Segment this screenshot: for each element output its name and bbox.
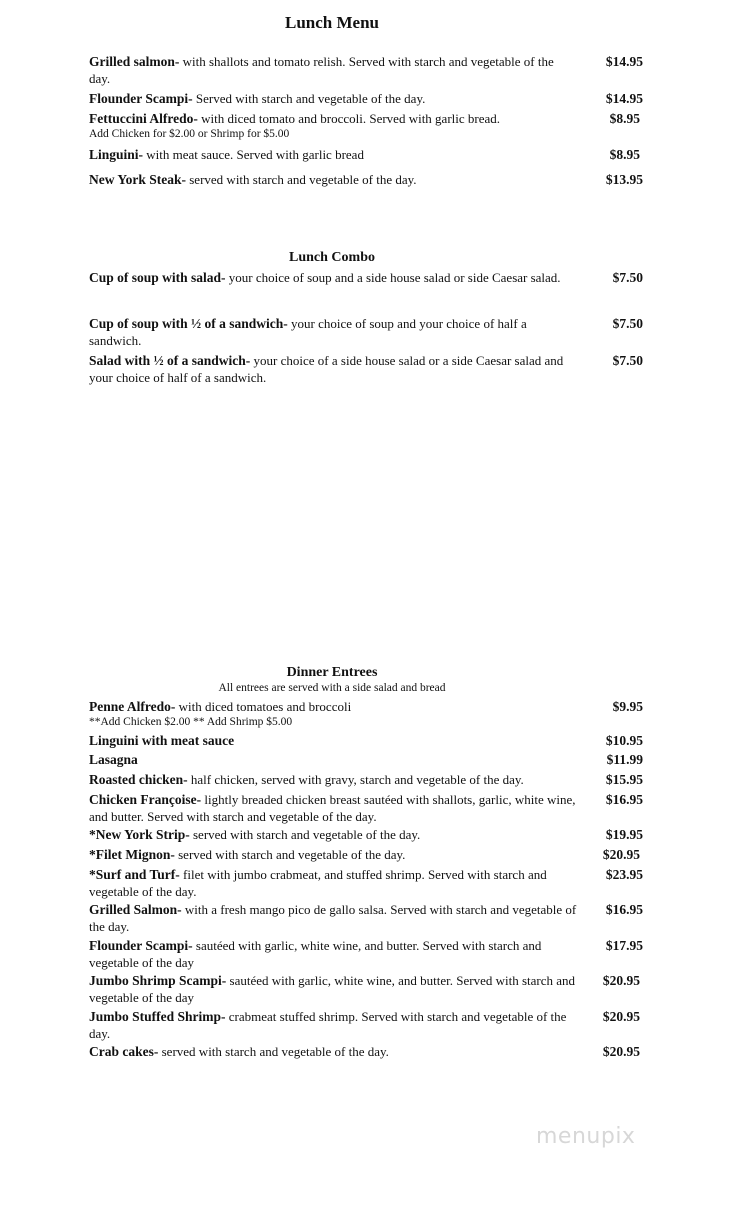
item-name: Crab cakes-: [89, 1044, 159, 1059]
menu-item: [89, 866, 649, 900]
item-description: Grilled Salmon- with a fresh mango pico de gallo salsa. Served with starch and vegetable of the day.: [89, 902, 577, 934]
menu-item: [89, 1008, 649, 1042]
item-price: $19.95: [605, 827, 643, 842]
item-name: Cup of soup with salad-: [89, 270, 226, 285]
item-name: Flounder Scampi-: [89, 91, 193, 106]
item-name: Lasagna: [89, 752, 138, 767]
item-price: $7.50: [612, 353, 643, 368]
item-description: Crab cakes- served with starch and vegetable of the day.: [89, 1044, 389, 1059]
item-name: Jumbo Stuffed Shrimp-: [89, 1009, 226, 1024]
menu-item: [89, 269, 649, 286]
item-price: $8.95: [609, 147, 640, 162]
item-name: *Surf and Turf-: [89, 867, 180, 882]
menu-item: [89, 972, 649, 1006]
item-description: Flounder Scampi- Served with starch and vegetable of the day.: [89, 91, 426, 106]
item-price: $20.95: [602, 1044, 640, 1059]
item-note: **Add Chicken $2.00 ** Add Shrimp $5.00: [89, 716, 293, 728]
item-description: Jumbo Shrimp Scampi- sautéed with garlic, white wine, and butter. Served with starch and vegetable of the day: [89, 973, 576, 1005]
item-price: $10.95: [605, 733, 643, 748]
item-name: Jumbo Shrimp Scampi-: [89, 973, 227, 988]
item-name: Flounder Scampi-: [89, 938, 193, 953]
item-description: [89, 751, 577, 768]
dinner-subtitle: All entrees are served with a side salad and bread: [218, 682, 446, 694]
item-description: Linguini- with meat sauce. Served with garlic bread: [89, 147, 364, 162]
menu-item: [89, 732, 649, 749]
item-note: Add Chicken for $2.00 or Shrimp for $5.00: [89, 128, 290, 140]
item-price: $17.95: [605, 938, 643, 953]
item-price: $20.95: [602, 847, 640, 862]
dinner-entrees-title: Dinner Entrees: [286, 665, 378, 680]
menu-item: [89, 53, 649, 87]
menu-item: [89, 937, 649, 971]
item-name: *Filet Mignon-: [89, 847, 175, 862]
menu-item: [89, 698, 649, 730]
item-name: Grilled salmon-: [89, 54, 180, 69]
menu-item: [89, 90, 649, 107]
lunch-menu-title: Lunch Menu: [285, 13, 379, 32]
item-description: *Surf and Turf- filet with jumbo crabmeat, and stuffed shrimp. Served with starch and vegetable of the day.: [89, 867, 547, 899]
item-name: Chicken Françoise-: [89, 792, 202, 807]
menupix-watermark: menupix: [536, 1124, 636, 1149]
item-description: New York Steak- served with starch and vegetable of the day.: [89, 172, 417, 187]
item-price: $11.99: [606, 752, 643, 767]
menu-item: [89, 846, 649, 863]
menu-item: [89, 771, 649, 788]
item-price: $14.95: [605, 91, 643, 106]
item-description: Cup of soup with ½ of a sandwich- your choice of soup and your choice of half a sandwich.: [89, 316, 527, 348]
menu-item: [89, 146, 649, 163]
item-description: Cup of soup with salad- your choice of soup and a side house salad or side Caesar salad.: [89, 270, 561, 285]
item-price: $20.95: [602, 1009, 640, 1024]
item-name: Grilled Salmon-: [89, 902, 182, 917]
menu-item: [89, 826, 649, 843]
item-name: Roasted chicken-: [89, 772, 188, 787]
item-name: Penne Alfredo-: [89, 699, 176, 714]
menu-item: [89, 751, 649, 768]
item-name: Cup of soup with ½ of a sandwich-: [89, 316, 288, 331]
item-price: $13.95: [605, 172, 643, 187]
item-description: *New York Strip- served with starch and vegetable of the day.: [89, 827, 421, 842]
item-description: Grilled salmon- with shallots and tomato relish. Served with starch and vegetable of the day.: [89, 54, 554, 86]
menu-item: [89, 315, 649, 349]
item-price: $16.95: [605, 902, 643, 917]
item-description: Fettuccini Alfredo- with diced tomato and broccoli. Served with garlic bread.: [89, 111, 501, 126]
item-name: New York Steak-: [89, 172, 186, 187]
item-price: $23.95: [605, 867, 643, 882]
menu-item: [89, 901, 649, 935]
item-price: $16.95: [605, 792, 643, 807]
item-name: Linguini with meat sauce: [89, 733, 235, 748]
item-price: $14.95: [605, 54, 643, 69]
menu-item: [89, 352, 649, 386]
item-price: $7.50: [612, 316, 643, 331]
item-name: *New York Strip-: [89, 827, 190, 842]
item-price: $7.50: [612, 270, 643, 285]
menu-item: [89, 171, 649, 188]
menu-item: [89, 110, 649, 142]
item-name: Fettuccini Alfredo-: [89, 111, 198, 126]
menu-item: [89, 1043, 649, 1060]
item-description: Jumbo Stuffed Shrimp- crabmeat stuffed shrimp. Served with starch and vegetable of the day.: [89, 1009, 567, 1041]
lunch-combo-title: Lunch Combo: [289, 250, 375, 265]
item-description: [89, 732, 577, 749]
item-name: Salad with ½ of a sandwich-: [89, 353, 251, 368]
item-description: *Filet Mignon- served with starch and vegetable of the day.: [89, 847, 406, 862]
item-price: $9.95: [612, 699, 643, 714]
item-description: Salad with ½ of a sandwich- your choice of a side house salad or a side Caesar salad and your choice of half of a sandwich.: [89, 353, 564, 385]
item-price: $20.95: [602, 973, 640, 988]
item-description: Roasted chicken- half chicken, served with gravy, starch and vegetable of the day.: [89, 772, 524, 787]
item-description: Chicken Françoise- lightly breaded chicken breast sautéed with shallots, garlic, white wine, and butter. Served with starch and vegetable of the day.: [89, 792, 576, 824]
item-price: $15.95: [605, 772, 643, 787]
menu-item: [89, 791, 649, 825]
item-description: Flounder Scampi- sautéed with garlic, white wine, and butter. Served with starch and vegetable of the day: [89, 938, 542, 970]
item-name: Linguini-: [89, 147, 144, 162]
item-description: Penne Alfredo- with diced tomatoes and broccoli: [89, 699, 352, 714]
item-price: $8.95: [609, 111, 640, 126]
